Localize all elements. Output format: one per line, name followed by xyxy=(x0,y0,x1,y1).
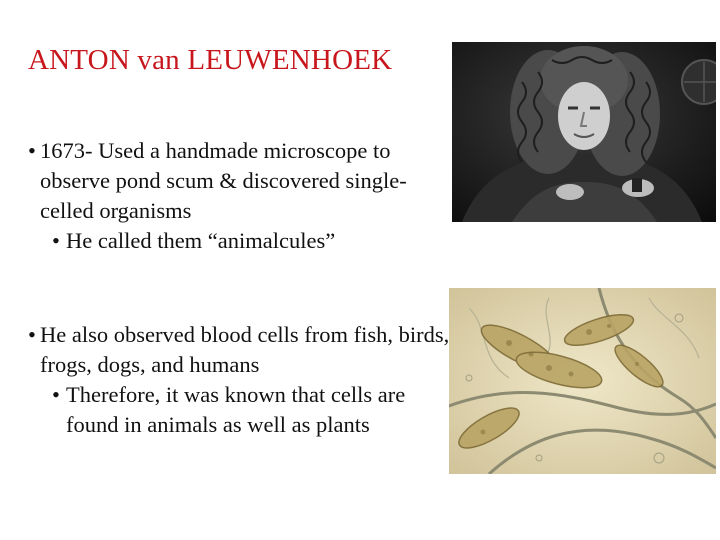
slide-title: ANTON van LEUWENHOEK xyxy=(28,44,393,76)
bullet-dot-icon: • xyxy=(52,382,60,407)
leeuwenhoek-portrait-image xyxy=(452,42,716,222)
bullet-dot-icon: • xyxy=(28,138,36,163)
sub-bullet-text: He called them “animalcules” xyxy=(66,228,336,253)
microscope-cells-image xyxy=(449,288,716,474)
sub-bullet-item xyxy=(28,226,458,256)
bullet-text: He also observed blood cells from fish, birds, frogs, dogs, and humans xyxy=(40,322,450,377)
bullet-text: 1673- Used a handmade microscope to observe pond scum & discovered single-celled organisms xyxy=(40,138,407,223)
bullet-dot-icon: • xyxy=(28,322,36,347)
sub-bullet-item xyxy=(28,380,458,440)
bullet-dot-icon: • xyxy=(52,228,60,253)
bullet-item xyxy=(28,136,458,226)
bullet-list xyxy=(28,136,458,440)
sub-bullet-text: Therefore, it was known that cells are found in animals as well as plants xyxy=(66,382,406,437)
bullet-item xyxy=(28,320,458,380)
